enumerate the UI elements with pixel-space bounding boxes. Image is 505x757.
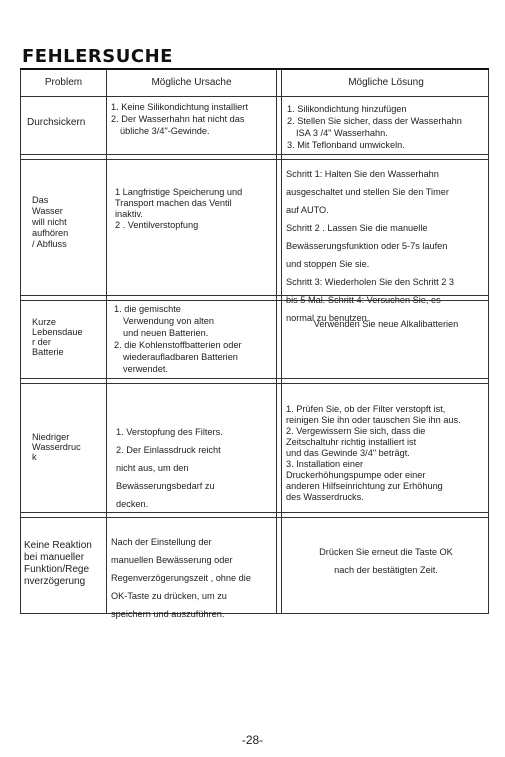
cause-line: übliche 3/4"-Gewinde. (120, 126, 210, 136)
row-cause (114, 303, 242, 375)
cause-line: 2. Der Wasserhahn hat nicht das (111, 114, 245, 124)
row-solution (282, 318, 490, 330)
column-divider (106, 70, 107, 613)
solution-line: Schritt 2 . Lassen Sie die manuelle (286, 223, 428, 233)
solution-line: ausgeschaltet und stellen Sie den Timer (286, 187, 449, 197)
solution-line: Verwenden Sie neue Alkalibatterien (313, 319, 459, 329)
solution-line: und das Gewinde 3/4" beträgt. (286, 448, 410, 458)
solution-line: nach der bestätigten Zeit. (334, 565, 438, 575)
problem-line: will nicht (32, 217, 67, 227)
row-problem (32, 317, 83, 357)
solution-line: des Wasserdrucks. (286, 492, 364, 502)
cause-line: 1. Keine Silikondichtung installiert (111, 102, 248, 112)
solution-line: 3. Installation einer (286, 459, 364, 469)
cause-line: OK-Taste zu drücken, um zu (111, 591, 227, 601)
row-problem (32, 195, 68, 250)
problem-line: Batterie (32, 347, 64, 357)
cause-line: inaktiv. (115, 209, 143, 219)
solution-line: Drücken Sie erneut die Taste OK (319, 547, 453, 557)
cause-line: und neuen Batterien. (123, 328, 209, 338)
row-solution (282, 543, 490, 579)
problem-line: aufhören (32, 228, 69, 238)
cause-line: 2 . Ventilverstopfung (115, 220, 199, 230)
cause-line: decken. (116, 499, 149, 509)
row-problem (32, 432, 81, 462)
solution-line: 1. Silikondichtung hinzufügen (287, 104, 407, 114)
row-divider (21, 512, 488, 513)
row-cause (111, 101, 248, 137)
row-solution (286, 404, 461, 503)
problem-line: Niedriger (32, 432, 70, 442)
solution-line: und stoppen Sie sie. (286, 259, 370, 269)
solution-line: Zeitschaltuhr richtig installiert ist (286, 437, 417, 447)
troubleshooting-table (20, 70, 489, 619)
column-divider (276, 70, 277, 613)
row-cause (111, 533, 251, 623)
row-divider (21, 154, 488, 155)
problem-line: / Abfluss (32, 239, 67, 249)
problem-line: Durchsickern (27, 117, 86, 128)
solution-line: bis 5 Mal. Schritt 4: Versuchen Sie, es (286, 295, 441, 305)
cause-line: Regenverzögerungszeit , ohne die (111, 573, 251, 583)
header-problem: Problem (44, 77, 83, 88)
cause-line: Bewässerungsbedarf zu (116, 481, 215, 491)
problem-line: r der (32, 337, 51, 347)
header-cause: Mögliche Ursache (151, 77, 232, 88)
solution-line: auf AUTO. (286, 205, 329, 215)
row-problem (24, 540, 92, 588)
problem-line: Lebensdaue (32, 327, 83, 337)
cause-line: 2. Der Einlassdruck reicht (116, 445, 221, 455)
solution-line: Bewässerungsfunktion oder 5-7s laufen (286, 241, 448, 251)
row-divider (21, 159, 488, 160)
cause-line: Nach der Einstellung der (111, 537, 212, 547)
solution-line: Schritt 1: Halten Sie den Wasserhahn (286, 169, 439, 179)
cause-line: wiederaufladbaren Batterien (123, 352, 238, 362)
problem-line: Funktion/Rege (24, 564, 90, 575)
solution-line: Schritt 3: Wiederholen Sie den Schritt 2 3 (286, 277, 455, 287)
problem-line: Wasser (32, 206, 63, 216)
row-cause (116, 423, 223, 513)
problem-line: Das (32, 195, 49, 205)
cause-line: 1. Verstopfung des Filters. (116, 427, 223, 437)
problem-line: bei manueller (24, 552, 85, 563)
problem-line: Wasserdruc (32, 442, 81, 452)
row-solution (287, 103, 462, 151)
row-solution (286, 165, 454, 327)
cause-line: verwendet. (123, 364, 168, 374)
solution-line: anderen Hilfseinrichtung zur Erhöhung (286, 481, 443, 491)
column-divider (281, 70, 282, 613)
problem-line: Kurze (32, 317, 57, 327)
cause-line: speichern und auszuführen. (111, 609, 225, 619)
page-title: FEHLERSUCHE (22, 46, 173, 67)
row-cause (115, 187, 242, 231)
row-divider (21, 383, 488, 384)
row-divider (21, 96, 488, 97)
cause-line: 2. die Kohlenstoffbatterien oder (114, 340, 242, 350)
solution-line: ISA 3 /4" Wasserhahn. (296, 128, 388, 138)
cause-line: manuellen Bewässerung oder (111, 555, 233, 565)
row-divider (21, 378, 488, 379)
solution-line: 1. Prüfen Sie, ob der Filter verstopft ist, (286, 404, 446, 414)
cause-line: 1. die gemischte (114, 304, 181, 314)
cause-line: Verwendung von alten (123, 316, 214, 326)
problem-line: k (32, 452, 37, 462)
cause-line: nicht aus, um den (116, 463, 189, 473)
cause-line: Transport machen das Ventil (115, 198, 232, 208)
page-number: -28- (241, 733, 264, 747)
problem-line: Keine Reaktion (24, 540, 92, 551)
solution-line: 2. Vergewissern Sie sich, dass die (286, 426, 426, 436)
problem-line: nverzögerung (24, 576, 86, 587)
cause-line: 1 Langfristige Speicherung und (115, 187, 243, 197)
solution-line: normal zu benutzen. (286, 313, 370, 323)
header-solution: Mögliche Lösung (348, 77, 424, 88)
solution-line: reinigen Sie ihn oder tauschen Sie ihn aus. (286, 415, 461, 425)
row-problem (27, 117, 85, 129)
row-divider (21, 517, 488, 518)
solution-line: 3. Mit Teflonband umwickeln. (287, 140, 405, 150)
solution-line: Druckerhöhungspumpe oder einer (286, 470, 426, 480)
solution-line: 2. Stellen Sie sicher, dass der Wasserhahn (287, 116, 462, 126)
